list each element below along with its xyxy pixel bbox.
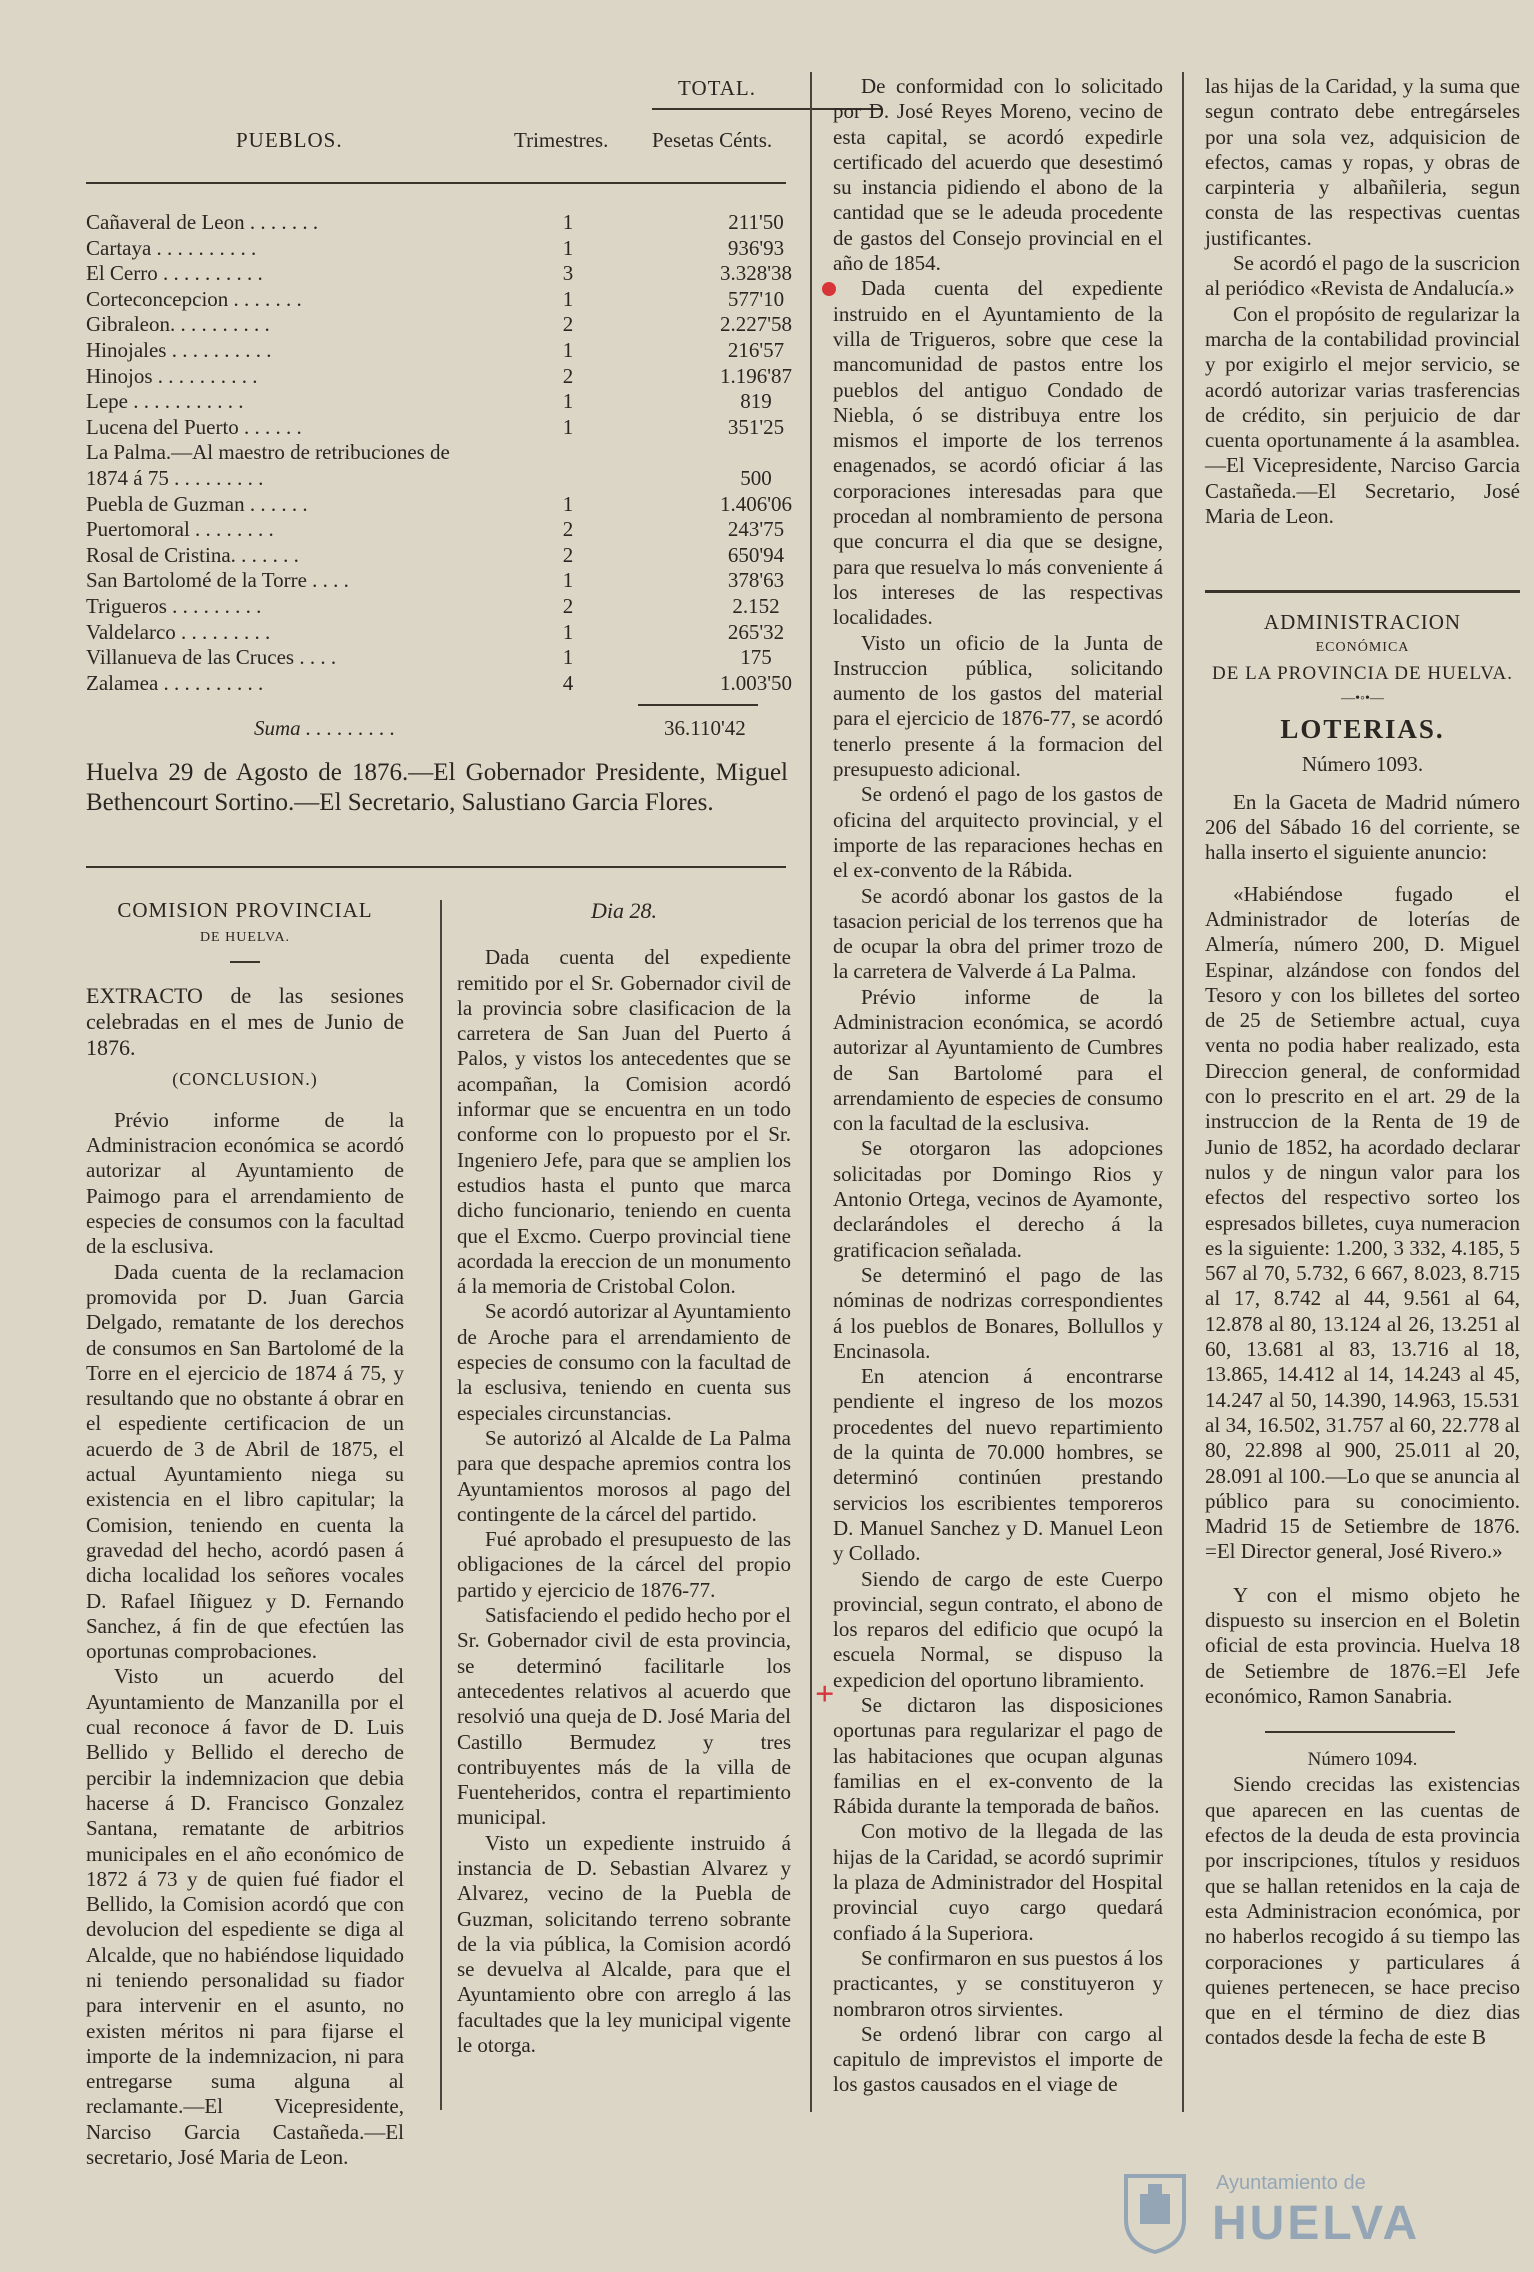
pesetas-value: 500: [740, 466, 772, 490]
section-rule: [1205, 590, 1520, 593]
column-divider: [1182, 72, 1184, 2112]
col3-paragraph: Dada cuenta del expediente instruido en el Ayuntamiento de la villa de Trigueros, sobre que cese la mancomunidad de pastos entre los pueblos del antiguo Condado de Niebla, ó se distribuya entre los mismos el importe de los terrenos enagenados, se acordó oficiar á las corporaciones interesadas para que procedan al nombramiento de persona que concurra el dia que se designe, para que resuelva lo más conveniente á los intereses de las respectivas localidades.: [833, 276, 1163, 630]
pesetas-value: 175: [740, 645, 772, 670]
col3-paragraph: Siendo de cargo de este Cuerpo provincial, segun contrato, el abono de los reparos del edificio que ocupó la escuela Normal, se dispuso la expedicion del oportuno libramiento.: [833, 1566, 1163, 1692]
trimestres-value: 1: [562, 286, 574, 311]
col3-paragraph: Visto un oficio de la Junta de Instruccion pública, solicitando aumento de los gastos del material para el ejercicio de 1876-77, se acordó tenerlo presente á la formacion del presupuesto adicional.: [833, 630, 1163, 782]
short-rule: [1265, 1731, 1455, 1733]
trimestres-value: 1: [562, 389, 574, 414]
col2-paragraph: Se autorizó al Alcalde de La Palma para que despache apremios contra los Ayuntamientos morosos al pago del contingente de la cárcel del partido.: [457, 1425, 791, 1526]
pueblo-name: Villanueva de las Cruces . . . .: [86, 645, 337, 670]
trimestres-value: 1: [562, 235, 574, 260]
admin-province: DE LA PROVINCIA DE HUELVA.: [1212, 662, 1513, 684]
pueblo-name: Corteconcepcion . . . . . . .: [86, 286, 302, 311]
sum-rule: [638, 704, 758, 706]
table-row: [86, 620, 786, 645]
trimestres-value: 4: [562, 670, 574, 695]
col3-paragraph: Se acordó abonar los gastos de la tasacion pericial de los terrenos que ha de ocupar la obra del primer trozo de la carretera de Valverde á La Palma.: [833, 883, 1163, 984]
trimestres-value: 1: [562, 338, 574, 362]
table-row: [86, 670, 793, 696]
conclusion-label: (CONCLUSION.): [172, 1068, 318, 1089]
table-row: [86, 645, 786, 670]
table-row: [86, 363, 793, 389]
col-header-pueblos: PUEBLOS.: [236, 128, 343, 152]
pesetas-value: 1.003'50: [719, 670, 793, 695]
pesetas-value: 3.328'38: [719, 261, 793, 286]
pueblo-name: El Cerro . . . . . . . . . .: [86, 261, 263, 286]
city-seal-icon: [1120, 2170, 1190, 2254]
trimestres-value: 1: [562, 414, 574, 439]
pueblo-name: Lucena del Puerto . . . . . .: [86, 414, 302, 439]
col-header-pesetas: Pesetas Cénts.: [652, 128, 773, 152]
extract-title: EXTRACTO de las sesiones celebradas en el mes de Junio de 1876.: [86, 982, 404, 1060]
lottery-paragraph: Y con el mismo objeto he dispuesto su insercion en el Boletin oficial de esta provincia. Huelva 18 de Setiembre de 1876.=El Jefe económico, Ramon Sanabria.: [1205, 1582, 1520, 1708]
pueblo-name: Trigueros . . . . . . . . .: [86, 594, 262, 618]
header-rule: [86, 182, 786, 184]
trimestres-value: 2: [562, 517, 574, 542]
col2-paragraph: Se acordó autorizar al Ayuntamiento de Aroche para el arrendamiento de especies de consumo con la facultad de la esclusiva, teniendo en cuenta sus especiales circunstancias.: [457, 1299, 791, 1425]
col3-paragraph: Se dictaron las disposiciones oportunas para regularizar el pago de las habitaciones que ocupan algunas familias en el ex-convento de la Rábida durante la temporada de baños.: [833, 1693, 1163, 1819]
pueblo-name: Hinojales . . . . . . . . . .: [86, 338, 272, 362]
table-row: [86, 261, 793, 286]
column-1: [86, 898, 404, 2170]
ornament: —•◦•—: [1341, 690, 1384, 706]
col3-paragraph: De conformidad con lo solicitado por D. José Reyes Moreno, vecino de esta capital, se acordó expedirle certificado del acuerdo que desestimó su instancia pidiendo el abono de la cantidad que se le adeuda procedente de gastos del Consejo provincial en el año de 1854.: [833, 74, 1163, 276]
lottery-paragraph: «Habiéndose fugado el Administrador de loterías de Almería, número 200, D. Miguel Espinar, alzándose con fondos del Tesoro y con los billetes del sorteo de 25 de Setiembre actual, cuya venta no podia haber realizado, esta Direccion general, de conformidad con lo prescrito en el art. 29 de la instruccion de la Renta de 19 de Junio de 1852, ha acordado declarar nulos y de ningun valor para los efectos del respectivo sorteo los espresados billetes, cuya numeracion es la siguiente: 1.200, 3 332, 4.185, 5 567 al 70, 5.732, 6 667, 8.023, 8.715 al 17, 8.742 al 44, 9.561 al 64, 12.878 al 80, 13.124 al 26, 13.251 al 60, 13.681 al 83, 13.716 al 18, 13.865, 14.412 al 14, 14.243 al 45, 14.247 al 50, 14.390, 14.963, 15.531 al 34, 16.502, 31.757 al 60, 22.778 al 80, 22.898 al 900, 25.011 al 20, 28.091 al 100.—Lo que se anuncia al público para su conocimiento. Madrid 15 de Setiembre de 1876. =El Director general, José Rivero.»: [1205, 881, 1520, 1564]
pueblo-name: Valdelarco . . . . . . . . .: [86, 619, 271, 644]
pesetas-value: 1.196'87: [719, 363, 793, 388]
pesetas-value: 2.227'58: [719, 312, 793, 337]
pueblo-name: Rosal de Cristina. . . . . . .: [86, 542, 299, 567]
col2-paragraph: Dada cuenta del expediente remitido por el Sr. Gobernador civil de la provincia sobre clasificacion de la carretera de San Juan del Puerto á Palos, y vistos los antecedentes que se acompañan, la Comision acordó informar que se encuentra en un todo conforme con lo propuesto por el Sr. Ingeniero Jefe, para que se amplien los estudios hasta el punto que marca dicho funcionario, teniendo en cuenta que el Excmo. Cuerpo provincial tiene acordada la ereccion de un monumento á la memoria de Cristobal Colon.: [457, 945, 791, 1299]
signature-block: Huelva 29 de Agosto de 1876.—El Gobernador Presidente, Miguel Bethencourt Sortino.—El Secretario, Salustiano Garcia Flores.: [86, 759, 788, 816]
trimestres-value: 1: [562, 210, 574, 234]
col3-paragraph: Con motivo de la llegada de las hijas de la Caridad, se acordó suprimir la plaza de Administrador del Hospital provincial cuyo cargo quedará confiado á la Superiora.: [833, 1819, 1163, 1945]
pesetas-value: 211'50: [728, 210, 784, 234]
table-row: [86, 543, 786, 568]
col3-paragraph: Se otorgaron las adopciones solicitadas por Domingo Rios y Antonio Ortega, vecinos de Ayamonte, declarándoles el derecho á la gratificacion señalada.: [833, 1136, 1163, 1262]
trimestres-value: 2: [562, 542, 574, 567]
watermark: [1120, 2170, 1480, 2260]
table-row: [86, 287, 786, 312]
col3-paragraph: Se ordenó el pago de los gastos de oficina del arquitecto provincial, y el importe de las reparaciones hechas en el ex-convento de la Rábida.: [833, 782, 1163, 883]
col2-paragraph: Fué aprobado el presupuesto de las obligaciones de la cárcel del propio partido y ejercicio de 1876-77.: [457, 1527, 791, 1602]
pueblo-name: La Palma.—Al maestro de retribuciones de: [86, 440, 450, 465]
total-header: TOTAL.: [678, 76, 757, 100]
lottery-paragraph: Siendo crecidas las existencias que aparecen en las cuentas de efectos de la deuda de esta provincia por inscripciones, títulos y residuos que se hallan retenidos en la caja de esta Administracion económica, por no haberlos recogido á su tiempo las corporaciones y particulares á quienes pertenecen, se hace preciso que en el término de diez dias contados desde la fecha de este B: [1205, 1772, 1520, 2050]
column-divider: [810, 72, 812, 2112]
suma-label: Suma . . . . . . . . .: [254, 716, 396, 740]
trimestres-value: 1: [562, 645, 574, 670]
pesetas-value: 265'32: [727, 619, 785, 644]
red-dot-mark: [822, 282, 836, 296]
trimestres-value: 2: [562, 594, 574, 618]
table-row: [86, 440, 786, 465]
trimestres-value: 3: [562, 261, 574, 286]
col4-paragraph: Se acordó el pago de la suscricion al periódico «Revista de Andalucía.»: [1205, 251, 1520, 301]
lottery-section: [1205, 610, 1520, 2051]
number-1094: Número 1094.: [1307, 1749, 1418, 1771]
pesetas-value: 351'25: [727, 414, 785, 439]
suma-value: 36.110'42: [664, 716, 746, 740]
trimestres-value: 1: [562, 491, 574, 516]
short-rule: [230, 961, 260, 963]
pueblo-name: 1874 á 75 . . . . . . . . .: [86, 466, 264, 490]
col2-paragraph: Visto un expediente instruido á instancia de D. Sebastian Alvarez y Alvarez, vecino de la Puebla de Guzman, solicitando terreno sobrante de la via pública, la Comision acordó se devuelva al Alcalde, para que el Ayuntamiento obre con arreglo á las facultades que la ley municipal vigente le otorga.: [457, 1830, 791, 2058]
pesetas-value: 2.152: [732, 594, 780, 618]
suma-row: [86, 716, 786, 742]
section-rule: [86, 866, 786, 868]
table-row: [86, 517, 786, 542]
trimestres-value: 2: [562, 363, 574, 388]
table-row: [86, 236, 786, 261]
col1-paragraph: Prévio informe de la Administracion económica se acordó autorizar al Ayuntamiento de Paimogo para el arrendamiento de especies de consumos con la facultad de la esclusiva.: [86, 1107, 404, 1259]
lottery-paragraph: En la Gaceta de Madrid número 206 del Sábado 16 del corriente, se halla inserto el siguiente anuncio:: [1205, 789, 1520, 865]
loterias-heading: LOTERIAS.: [1280, 714, 1445, 745]
col3-paragraph: Se confirmaron en sus puestos á los practicantes, y se constituyeron y nombraron otros sirvientes.: [833, 1945, 1163, 2021]
day-heading: Dia 28.: [591, 898, 657, 923]
col3-paragraph: Se ordenó librar con cargo al capitulo de imprevistos el importe de los gastos causados en el viage de: [833, 2021, 1163, 2097]
number-1093: Número 1093.: [1301, 752, 1424, 777]
col3-paragraph: Se determinó el pago de las nóminas de nodrizas correspondientes á los pueblos de Bonares, Bollullos y Encinasola.: [833, 1262, 1163, 1363]
watermark-line2: HUELVA: [1212, 2197, 1421, 2250]
table-row: [86, 491, 793, 517]
watermark-line1: Ayuntamiento de: [1216, 2172, 1366, 2194]
col1-paragraph: Dada cuenta de la reclamacion promovida por D. Juan Garcia Delgado, rematante de los derechos de consumos en San Bartolomé de la Torre en el ejercicio de 1874 á 75, y resultando que no obstante á obrar en el espediente certificacion de un acuerdo de 3 de Abril de 1875, el actual Ayuntamiento niega su existencia en el libro capitular; la Comision, teniendo en cuenta la gravedad del hecho, acordó pasen á dicha localidad los señores vocales D. Rafael Iñiguez y D. Fernando Sanchez, á fin de que efectúen las oportunas comprobaciones.: [86, 1259, 404, 1664]
col4-paragraph: Con el propósito de regularizar la marcha de la contabilidad provincial y por exigirlo el mejor servicio, se acordó autorizar varias trasferencias de crédito, sin perjuicio de dar cuenta oportunamente á la asamblea.—El Vicepresidente, Narciso Garcia Castañeda.—El Secretario, José Maria de Leon.: [1205, 301, 1520, 529]
col1-paragraph: Visto un acuerdo del Ayuntamiento de Manzanilla por el cual reconoce á favor de D. Luis Bellido y Bellido el derecho de percibir la indemnizacion que debia hacerse á D. Francisco Gonzalez Santana, rematante de arbitrios municipales en el año económico de 1872 á 73 y de quien fué fiador el Bellido, la Comision acordó que con devolucion del espediente se diga al Alcalde, que no habiéndose liquidado ni teniendo personalidad su fiador para intervenir en el asunto, no existen méritos ni para fijarse el importe de la indemnizacion, ni para entregarse suma alguna al reclamante.—El Vicepresidente, Narciso Garcia Castañeda.—El secretario, José Maria de Leon.: [86, 1664, 404, 2170]
table-row: [86, 415, 786, 440]
pueblo-name: Hinojos . . . . . . . . . .: [86, 363, 258, 388]
pesetas-value: 243'75: [727, 517, 785, 542]
pueblo-name: Puebla de Guzman . . . . . .: [86, 491, 308, 516]
pesetas-value: 1.406'06: [719, 491, 793, 516]
column-2: [457, 898, 791, 2058]
pesetas-value: 378'63: [727, 568, 785, 593]
trimestres-value: 2: [562, 312, 574, 337]
table-row: [86, 568, 786, 593]
col3-paragraph: Prévio informe de la Administracion económica, se acordó autorizar al Ayuntamiento de Cumbres de San Bartolomé para el arrendamiento de especies de consumo con la facultad de la esclusiva.: [833, 984, 1163, 1136]
pueblo-name: Gibraleon. . . . . . . . . .: [86, 312, 270, 337]
admin-subtitle: ECONÓMICA: [1315, 640, 1410, 656]
table-row: [86, 389, 786, 414]
trimestres-value: 1: [562, 568, 574, 593]
table-row: [86, 466, 786, 491]
column-3: [833, 74, 1163, 2098]
pesetas-value: 819: [740, 389, 772, 414]
col4-paragraph: las hijas de la Caridad, y la suma que segun contrato debe entregárseles por una sola vez, adquisicion de efectos, camas y ropas, y obras de carpinteria y albañileria, segun consta de las respectivas cuentas justificantes.: [1205, 74, 1520, 250]
column-4: [1205, 74, 1520, 529]
pueblo-name: Lepe . . . . . . . . . . .: [86, 389, 244, 414]
pueblo-name: San Bartolomé de la Torre . . . .: [86, 568, 349, 593]
col-header-trimestres: Trimestres.: [514, 128, 609, 152]
commission-subtitle: DE HUELVA.: [199, 930, 291, 946]
contributions-table: [86, 70, 793, 750]
col3-paragraph: En atencion á encontrarse pendiente el ingreso de los mozos procedentes del nuevo repartimiento de la quinta de 70.000 hombres, se determinó continúen prestando servicios los escribientes temporeros D. Manuel Sanchez y D. Manuel Leon y Collado.: [833, 1364, 1163, 1566]
pueblo-name: Zalamea . . . . . . . . . .: [86, 670, 264, 695]
table-row: [86, 312, 793, 337]
pueblo-name: Cartaya . . . . . . . . . .: [86, 235, 257, 260]
table-row: [86, 594, 786, 619]
trimestres-value: 1: [562, 619, 574, 644]
column-divider: [440, 900, 442, 2110]
admin-title: ADMINISTRACION: [1263, 610, 1462, 634]
pesetas-value: 936'93: [727, 235, 785, 260]
table-rows: [86, 210, 793, 710]
table-row: [86, 210, 786, 235]
pesetas-value: 577'10: [727, 286, 785, 311]
col2-paragraph: Satisfaciendo el pedido hecho por el Sr. Gobernador civil de esta provincia, se determinó facilitarle los antecedentes relativos al acuerdo que resolvió una queja de D. José Maria del Castillo Bermudez y tres contribuyentes más de la villa de Fuenteheridos, contra el repartimiento municipal.: [457, 1603, 791, 1830]
pueblo-name: Puertomoral . . . . . . . .: [86, 517, 274, 542]
pesetas-value: 216'57: [727, 338, 785, 362]
pesetas-value: 650'94: [727, 542, 785, 567]
red-cross-mark: +: [815, 1676, 835, 1713]
table-row: [86, 338, 786, 363]
commission-title: COMISION PROVINCIAL: [117, 898, 373, 922]
pueblo-name: Cañaveral de Leon . . . . . . .: [86, 210, 319, 234]
